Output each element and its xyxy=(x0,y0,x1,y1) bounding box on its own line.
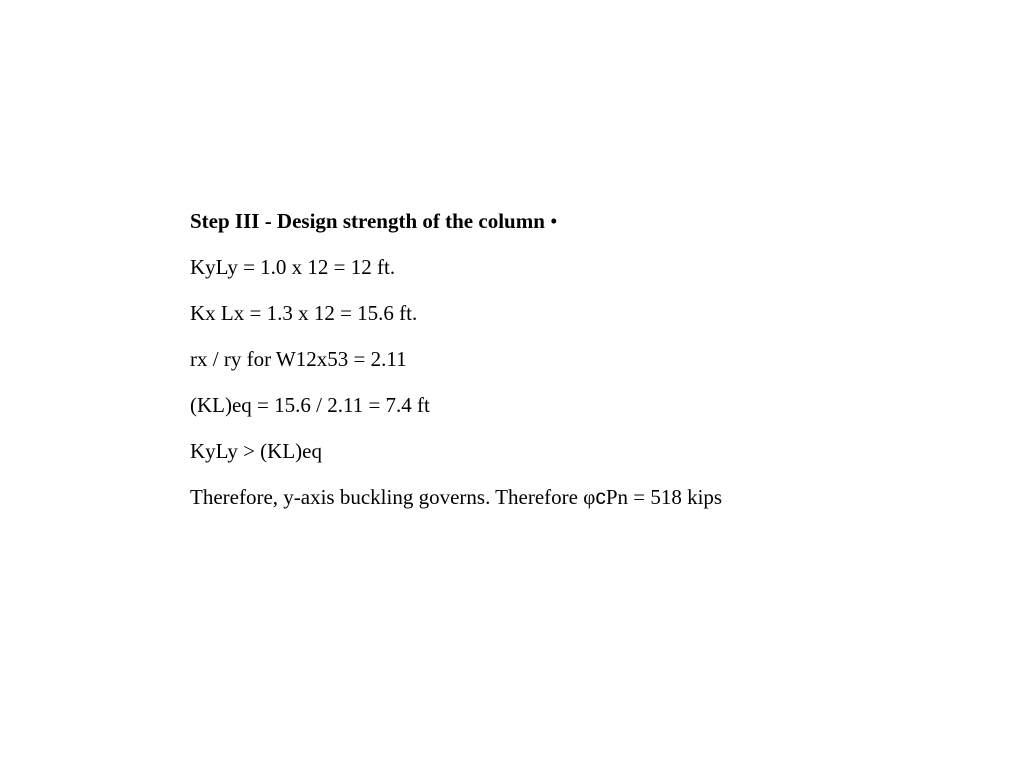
step-heading xyxy=(190,209,990,233)
conclusion-subscript: c xyxy=(595,486,606,509)
conclusion-suffix: Pn = 518 kips xyxy=(605,485,723,509)
equation-kyly: KyLy = 1.0 x 12 = 12 ft. xyxy=(190,255,396,279)
bullet-glyph: • xyxy=(550,209,558,233)
equation-kxlx: Kx Lx = 1.3 x 12 = 15.6 ft. xyxy=(190,301,418,325)
step-heading-text: Step III - Design strength of the column xyxy=(190,209,545,233)
equation-rx-ry-ratio: rx / ry for W12x53 = 2.11 xyxy=(190,347,407,371)
equation-kl-eq: (KL)eq = 15.6 / 2.11 = 7.4 ft xyxy=(190,393,430,417)
slide-content xyxy=(190,209,990,531)
conclusion-line xyxy=(190,485,990,509)
conclusion-prefix: Therefore, y-axis buckling governs. Therefore φ xyxy=(190,485,596,509)
comparison-kyly-kleq: KyLy > (KL)eq xyxy=(190,439,322,463)
